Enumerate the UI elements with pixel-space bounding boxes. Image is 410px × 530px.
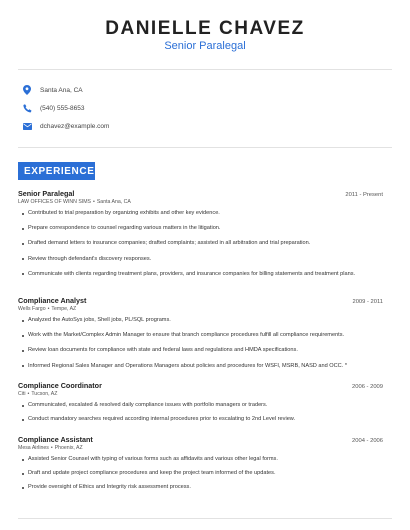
bullet-item: Conduct mandatory searches required according internal procedures prior to escalating to 2nd Level review. (22, 416, 383, 423)
job-company-line: Citi • Tucson, AZ (18, 391, 58, 397)
job-bullets (18, 317, 383, 370)
mail-icon (22, 121, 32, 131)
bullet-item: Review through defendant's discovery responses. (22, 256, 383, 263)
bullet-item: Communicate with clients regarding treatment plans, providers, and insurance companies for billing statements and treatment plans. (22, 271, 383, 278)
contact-email (22, 119, 109, 133)
job-company: Mesa Airlines (18, 445, 49, 451)
job-title: Compliance Coordinator (18, 381, 102, 390)
job-bullets (18, 402, 383, 423)
job-company-line: Wells Fargo • Tempe, AZ (18, 306, 77, 312)
job-location: Tucson, AZ (31, 391, 58, 397)
divider (18, 518, 392, 519)
job-title: Senior Paralegal (18, 189, 75, 198)
candidate-name: DANIELLE CHAVEZ (105, 18, 305, 39)
job-company: LAW OFFICES OF WINN SIMS (18, 199, 92, 205)
bullet-item: Drafted demand letters to insurance companies; drafted complaints; assisted in all arbitration and trial preparation. (22, 240, 383, 247)
job-entry (18, 296, 383, 378)
job-dates: 2009 - 2011 (352, 299, 383, 305)
candidate-role: Senior Paralegal (164, 40, 246, 52)
job-dates: 2004 - 2006 (352, 438, 383, 444)
contact-phone (22, 101, 84, 115)
section-heading-experience: EXPERIENCE (18, 162, 95, 180)
bullet-item: Prepare correspondence to counsel regarding various matters in the litigation. (22, 225, 383, 232)
phone-text: (540) 555-8653 (40, 104, 85, 112)
job-company-line: Mesa Airlines • Phoenix, AZ (18, 445, 83, 451)
job-entry (18, 189, 383, 286)
job-company-line: LAW OFFICES OF WINN SIMS • Santa Ana, CA (18, 199, 131, 205)
job-company: Citi (18, 391, 26, 397)
bullet-item: Analyzed the AutoSys jobs, Shell jobs, PL/SQL programs. (22, 317, 383, 324)
job-location: Phoenix, AZ (54, 445, 83, 451)
job-dates: 2006 - 2009 (352, 384, 383, 390)
bullet-item: Draft and update project compliance procedures and keep the project team informed of the updates. (22, 470, 383, 477)
bullet-item: Work with the Market/Complex Admin Manager to ensure that branch compliance procedures fulfill all compliance requirements. (22, 332, 383, 339)
job-company: Wells Fargo (18, 306, 46, 312)
email-link[interactable]: dchavez@example.com (40, 122, 110, 130)
job-entry (18, 435, 383, 499)
job-bullets (18, 456, 383, 492)
bullet-item: Communicated, escalated & resolved daily compliance issues with portfolio managers or traders. (22, 402, 383, 409)
job-title: Compliance Assistant (18, 435, 93, 444)
job-location: Tempe, AZ (51, 306, 77, 312)
job-location: Santa Ana, CA (96, 199, 131, 205)
bullet-item: Provide oversight of Ethics and Integrity risk assessment process. (22, 484, 383, 491)
job-dates: 2011 - Present (345, 192, 383, 198)
phone-icon (22, 103, 32, 113)
bullet-item: Review loan documents for compliance with state and federal laws and regulations and HMDA specifications. (22, 347, 383, 354)
bullet-item: Informed Regional Sales Manager and Operations Managers about policies and procedures for WSFI, MSRB, NASD and OCC. * (22, 363, 383, 370)
divider (18, 69, 392, 70)
map-pin-icon (22, 85, 32, 95)
job-title: Compliance Analyst (18, 296, 87, 305)
bullet-item: Assisted Senior Counsel with typing of various forms such as affidavits and various other legal forms. (22, 456, 383, 463)
divider (18, 147, 392, 148)
location-text: Santa Ana, CA (40, 86, 83, 94)
job-entry (18, 381, 383, 430)
job-bullets (18, 210, 383, 278)
bullet-item: Contributed to trial preparation by organizing exhibits and other key evidence. (22, 210, 383, 217)
contact-location (22, 83, 83, 97)
